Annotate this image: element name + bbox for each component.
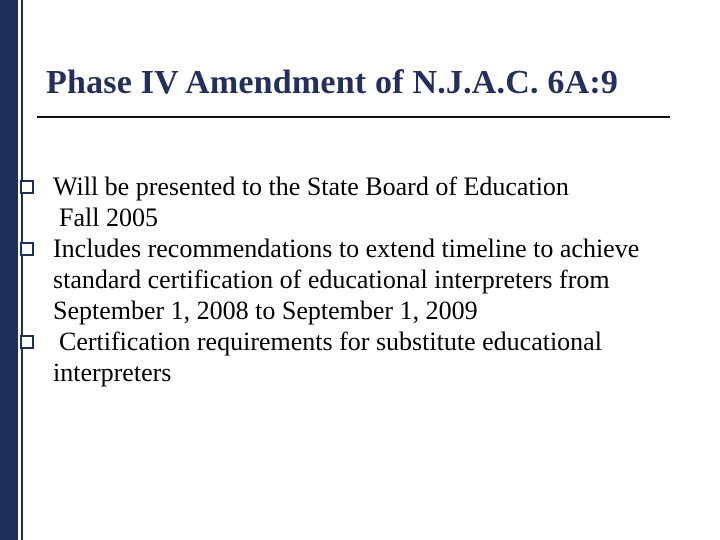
hollow-square-bullet-icon (20, 180, 34, 194)
bullet-text-line: Fall 2005 (59, 203, 158, 232)
bullet-text-line: Certification requirements for substitute educational (59, 327, 602, 356)
bullet-item (0, 171, 720, 233)
bullet-text-line: Includes recommendations to extend timeline to achieve (53, 234, 640, 263)
hollow-square-bullet-icon (20, 335, 34, 349)
bullet-list (0, 171, 720, 388)
bullet-text-line: Will be presented to the State Board of Education (53, 172, 569, 201)
bullet-item (0, 326, 720, 388)
slide-title: Phase IV Amendment of N.J.A.C. 6A:9 (46, 64, 619, 101)
bullet-item (0, 233, 720, 326)
bullet-text-line: standard certification of educational interpreters from (53, 265, 610, 294)
hollow-square-bullet-icon (20, 242, 34, 256)
bullet-text-line: interpreters (53, 358, 172, 387)
bullet-text-line: September 1, 2008 to September 1, 2009 (53, 296, 478, 325)
title-divider (37, 116, 670, 118)
